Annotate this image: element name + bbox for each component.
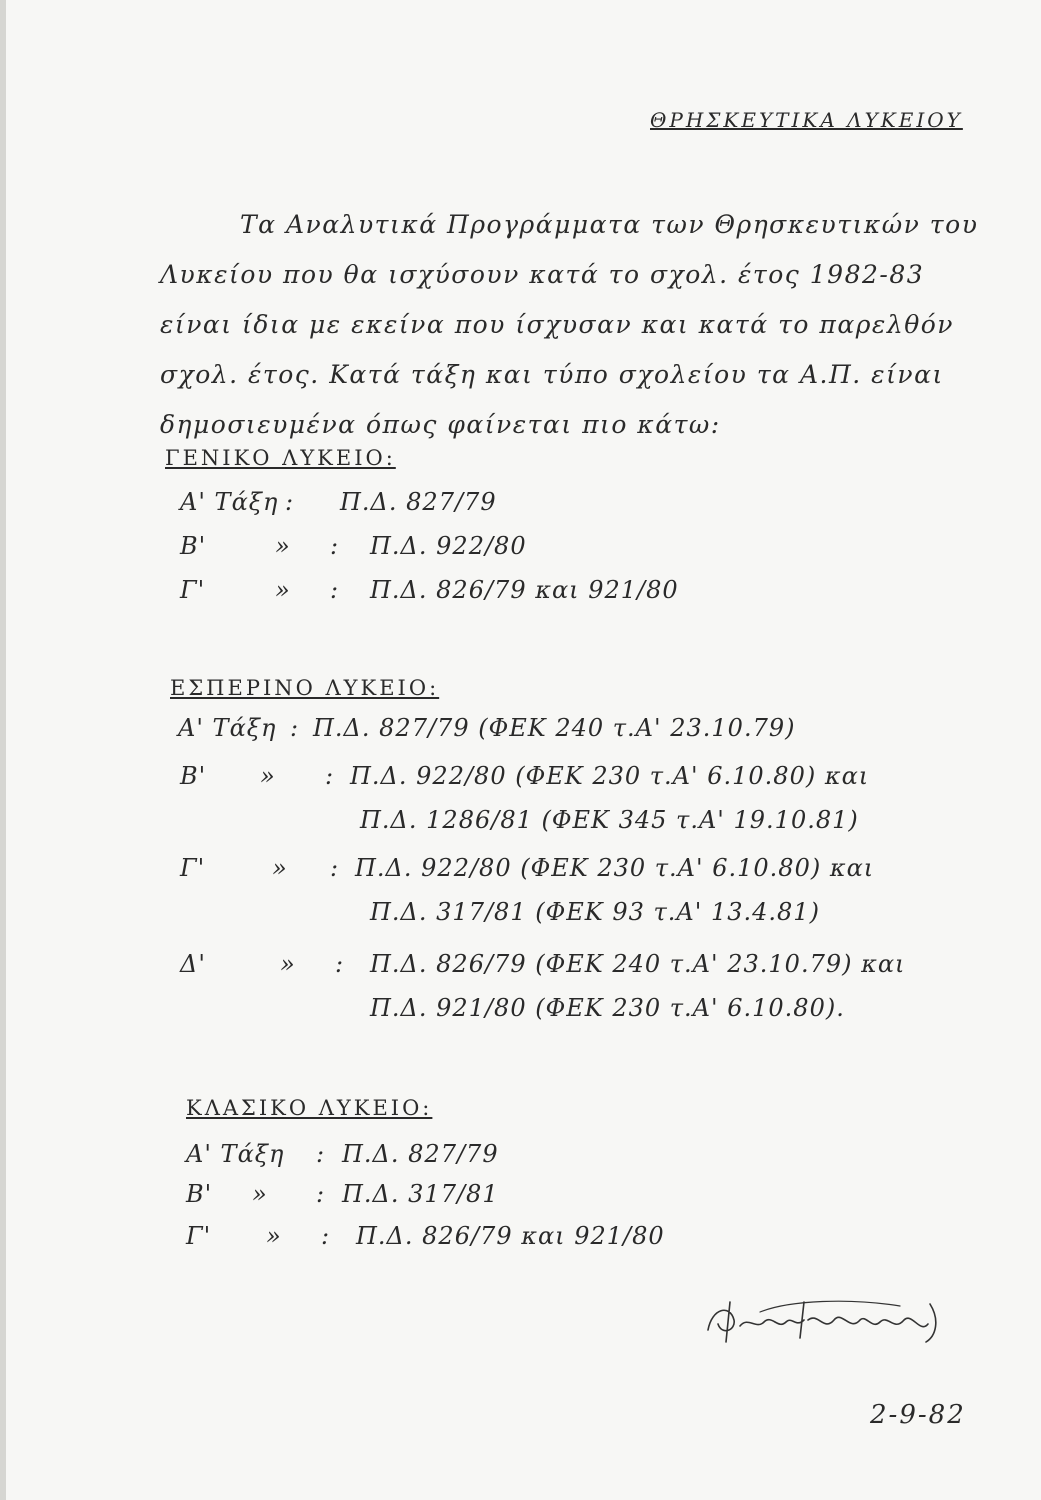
row-separator: : <box>335 950 345 978</box>
row-separator: : <box>290 714 300 742</box>
section-heading-geniko: ΓΕΝΙΚΟ ΛΥΚΕΙΟ: <box>165 446 396 470</box>
row-separator: : <box>330 854 340 882</box>
row-reference: Π.Δ. 1286/81 (ΦΕΚ 345 τ.Α' 19.10.81) <box>360 806 859 834</box>
ditto-mark: » <box>266 1222 282 1250</box>
row-reference: Π.Δ. 827/79 <box>342 1140 499 1168</box>
page-spine-shadow <box>0 0 6 1500</box>
handwritten-signature <box>700 1290 950 1350</box>
row-reference: Π.Δ. 922/80 <box>370 532 527 560</box>
row-reference: Π.Δ. 826/79 και 921/80 <box>370 576 679 604</box>
row-separator: : <box>316 1140 326 1168</box>
row-label: Α' Τάξη <box>186 1140 285 1168</box>
row-label: Α' Τάξη <box>178 714 277 742</box>
intro-paragraph <box>160 200 1000 450</box>
intro-text: Τα Αναλυτικά Προγράμματα των Θρησκευτικών του Λυκείου που θα ισχύσουν κατά το σχολ. έτος 1982-83 είναι ίδια με εκείνα που ίσχυσαν και κατά το παρελθόν σχολ. έτος. Κατά τάξη και τύπο σχολείου τα Α.Π. είναι δημοσιευμένα όπως φαίνεται πιο κάτω: <box>160 210 979 439</box>
row-label: Γ' <box>180 854 206 882</box>
row-reference: Π.Δ. 317/81 <box>342 1180 499 1208</box>
row-reference: Π.Δ. 826/79 και 921/80 <box>356 1222 665 1250</box>
row-reference: Π.Δ. 317/81 (ΦΕΚ 93 τ.Α' 13.4.81) <box>370 898 820 926</box>
row-separator: : <box>330 576 340 604</box>
section-heading-esperino: ΕΣΠΕΡΙΝΟ ΛΥΚΕΙΟ: <box>170 676 440 700</box>
row-separator: : <box>285 488 295 516</box>
row-separator: : <box>316 1180 326 1208</box>
row-reference: Π.Δ. 921/80 (ΦΕΚ 230 τ.Α' 6.10.80). <box>370 994 845 1022</box>
ditto-mark: » <box>272 854 288 882</box>
row-label: Γ' <box>180 576 206 604</box>
document-date: 2-9-82 <box>870 1400 966 1430</box>
row-label: Γ' <box>186 1222 212 1250</box>
row-separator: : <box>330 532 340 560</box>
ditto-mark: » <box>280 950 296 978</box>
row-label: Β' <box>186 1180 213 1208</box>
ditto-mark: » <box>275 532 291 560</box>
row-reference: Π.Δ. 922/80 (ΦΕΚ 230 τ.Α' 6.10.80) και <box>355 854 875 882</box>
document-title: ΘΡΗΣΚΕΥΤΙΚΑ ΛΥΚΕΙΟΥ <box>650 108 963 132</box>
ditto-mark: » <box>260 762 276 790</box>
row-reference: Π.Δ. 827/79 (ΦΕΚ 240 τ.Α' 23.10.79) <box>313 714 796 742</box>
row-separator: : <box>321 1222 331 1250</box>
row-label: Β' <box>180 762 207 790</box>
ditto-mark: » <box>252 1180 268 1208</box>
section-heading-klasiko: ΚΛΑΣΙΚΟ ΛΥΚΕΙΟ: <box>186 1096 433 1120</box>
row-reference: Π.Δ. 922/80 (ΦΕΚ 230 τ.Α' 6.10.80) και <box>350 762 870 790</box>
row-label: Δ' <box>180 950 206 978</box>
ditto-mark: » <box>275 576 291 604</box>
row-reference: Π.Δ. 827/79 <box>340 488 497 516</box>
row-reference: Π.Δ. 826/79 (ΦΕΚ 240 τ.Α' 23.10.79) και <box>370 950 906 978</box>
row-label: Β' <box>180 532 207 560</box>
row-separator: : <box>325 762 335 790</box>
row-label: Α' Τάξη <box>180 488 279 516</box>
